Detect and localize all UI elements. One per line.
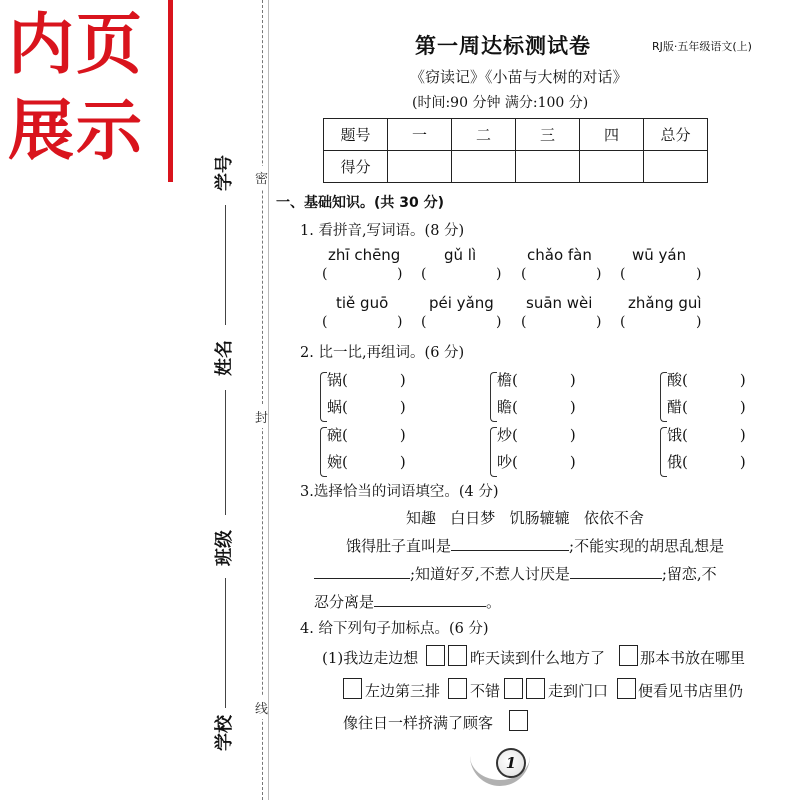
q4-punct-box[interactable]	[448, 645, 467, 666]
q4-text: 便看见书店里仍	[638, 682, 744, 700]
q4-punct-box[interactable]	[509, 710, 528, 731]
score-cell-3[interactable]	[516, 151, 580, 183]
q2-char: 醋( )	[667, 398, 746, 416]
q1-answer-paren-left: (	[620, 314, 626, 330]
seal-mark-feng: 封	[255, 405, 268, 428]
q3-sentence-line-3: 忍分离是 。	[314, 593, 502, 611]
q2-char: 檐( )	[497, 371, 576, 389]
section-1-title: 一、基础知识。(共 30 分)	[276, 195, 445, 211]
page-title: 第一周达标测试卷	[415, 34, 591, 58]
score-row-label: 得分	[324, 151, 388, 183]
q1-answer-paren-left: (	[620, 266, 626, 282]
q3-blank-1[interactable]	[451, 535, 569, 551]
score-header-cell: 一	[388, 119, 452, 151]
q4-punct-box[interactable]	[526, 678, 545, 699]
q2-char: 瞻( )	[497, 398, 576, 416]
q4-text: 那本书放在哪里	[640, 649, 746, 667]
q4-text: 昨天读到什么地方了	[470, 649, 606, 667]
q3-options: 知趣 白日梦 饥肠辘辘 依依不舍	[406, 509, 644, 527]
q2-brace	[490, 372, 497, 422]
q1-answer-paren-right: )	[696, 314, 702, 330]
score-header-cell: 总分	[644, 119, 708, 151]
page-number: 1	[496, 748, 526, 778]
edition-label: RJ版·五年级语文(上)	[652, 40, 752, 53]
q2-char: 蜗( )	[327, 398, 406, 416]
q1-answer-paren-right: )	[696, 266, 702, 282]
score-header-cell: 三	[516, 119, 580, 151]
q2-brace	[320, 372, 327, 422]
q3-blank-2[interactable]	[314, 563, 410, 579]
q1-answer-paren-right: )	[397, 314, 403, 330]
q4-text: (1)我边走边想	[322, 649, 419, 667]
q2-char: 锅( )	[327, 371, 406, 389]
q1-answer-paren-right: )	[496, 266, 502, 282]
school-label: 学校	[214, 715, 235, 751]
q4-title: 4. 给下列句子加标点。(6 分)	[300, 621, 489, 637]
q4-punct-box[interactable]	[448, 678, 467, 699]
q1-pinyin-3: chǎo fàn	[527, 246, 592, 264]
q2-brace	[660, 372, 667, 422]
promo-line-1: 内页	[8, 6, 144, 83]
class-line	[225, 578, 226, 708]
q1-pinyin-8: zhǎng guì	[628, 294, 702, 312]
q1-answer-paren-left: (	[421, 314, 427, 330]
q1-pinyin-7: suān wèi	[526, 294, 593, 312]
exam-info: (时间:90 分钟 满分:100 分)	[412, 95, 589, 111]
q4-punct-box[interactable]	[426, 645, 445, 666]
q3-sentence-line-1: 饿得肚子直叫是 ;不能实现的胡思乱想是	[346, 537, 725, 555]
score-header-cell: 四	[580, 119, 644, 151]
binding-fold-line	[262, 0, 263, 800]
q1-pinyin-2: gǔ lì	[444, 246, 477, 264]
q2-char: 婉( )	[327, 453, 406, 471]
q1-answer-paren-right: )	[596, 266, 602, 282]
name-line	[225, 390, 226, 515]
class-label: 班级	[214, 530, 235, 566]
q1-answer-paren-left: (	[421, 266, 427, 282]
q3-title: 3.选择恰当的词语填空。(4 分)	[300, 484, 499, 500]
q2-title: 2. 比一比,再组词。(6 分)	[300, 345, 465, 361]
seal-mark-mi: 密	[255, 166, 268, 189]
q2-char: 饿( )	[667, 426, 746, 444]
q1-answer-paren-right: )	[496, 314, 502, 330]
binding-edge-line	[268, 0, 269, 800]
q3-blank-4[interactable]	[374, 591, 486, 607]
q4-punct-box[interactable]	[617, 678, 636, 699]
score-table	[323, 118, 708, 183]
q4-text: 像往日一样挤满了顾客	[343, 714, 494, 732]
q2-char: 酸( )	[667, 371, 746, 389]
q2-brace	[320, 427, 327, 477]
q1-pinyin-5: tiě guō	[336, 294, 389, 312]
name-label: 姓名	[214, 340, 235, 376]
q2-char: 俄( )	[667, 453, 746, 471]
student-id-line	[225, 205, 226, 325]
q1-answer-paren-right: )	[596, 314, 602, 330]
score-cell-2[interactable]	[452, 151, 516, 183]
q1-answer-paren-left: (	[521, 266, 527, 282]
q2-char: 炒( )	[497, 426, 576, 444]
score-header-cell: 题号	[324, 119, 388, 151]
lesson-subtitle: 《窃读记》《小苗与大树的对话》	[410, 68, 628, 86]
q4-punct-box[interactable]	[504, 678, 523, 699]
q4-punct-box[interactable]	[343, 678, 362, 699]
q1-title: 1. 看拼音,写词语。(8 分)	[300, 223, 465, 239]
q3-sentence-line-2: ;知道好歹,不惹人讨厌是 ;留恋,不	[314, 563, 717, 584]
student-id-label: 学号	[214, 155, 235, 191]
q1-answer-paren-right: )	[397, 266, 403, 282]
q1-pinyin-1: zhī chēng	[328, 246, 401, 264]
promo-stamp	[8, 6, 144, 169]
promo-divider	[168, 0, 173, 182]
score-cell-4[interactable]	[580, 151, 644, 183]
q1-answer-paren-left: (	[322, 266, 328, 282]
q2-char: 碗( )	[327, 426, 406, 444]
promo-line-2: 展示	[8, 92, 144, 169]
q4-punct-box[interactable]	[619, 645, 638, 666]
q1-answer-paren-left: (	[322, 314, 328, 330]
score-table-score-row	[324, 151, 708, 183]
score-cell-1[interactable]	[388, 151, 452, 183]
q1-answer-paren-left: (	[521, 314, 527, 330]
q3-blank-3[interactable]	[570, 563, 662, 579]
score-table-header-row	[324, 119, 708, 151]
seal-mark-xian: 线	[255, 696, 268, 719]
q4-text: 走到门口	[548, 682, 609, 700]
score-cell-total[interactable]	[644, 151, 708, 183]
q1-pinyin-4: wū yán	[632, 246, 687, 264]
q4-text: 不错	[470, 682, 501, 700]
score-header-cell: 二	[452, 119, 516, 151]
q2-brace	[660, 427, 667, 477]
q4-text: 左边第三排	[365, 682, 441, 700]
q2-brace	[490, 427, 497, 477]
q1-pinyin-6: péi yǎng	[429, 294, 494, 312]
q2-char: 吵( )	[497, 453, 576, 471]
